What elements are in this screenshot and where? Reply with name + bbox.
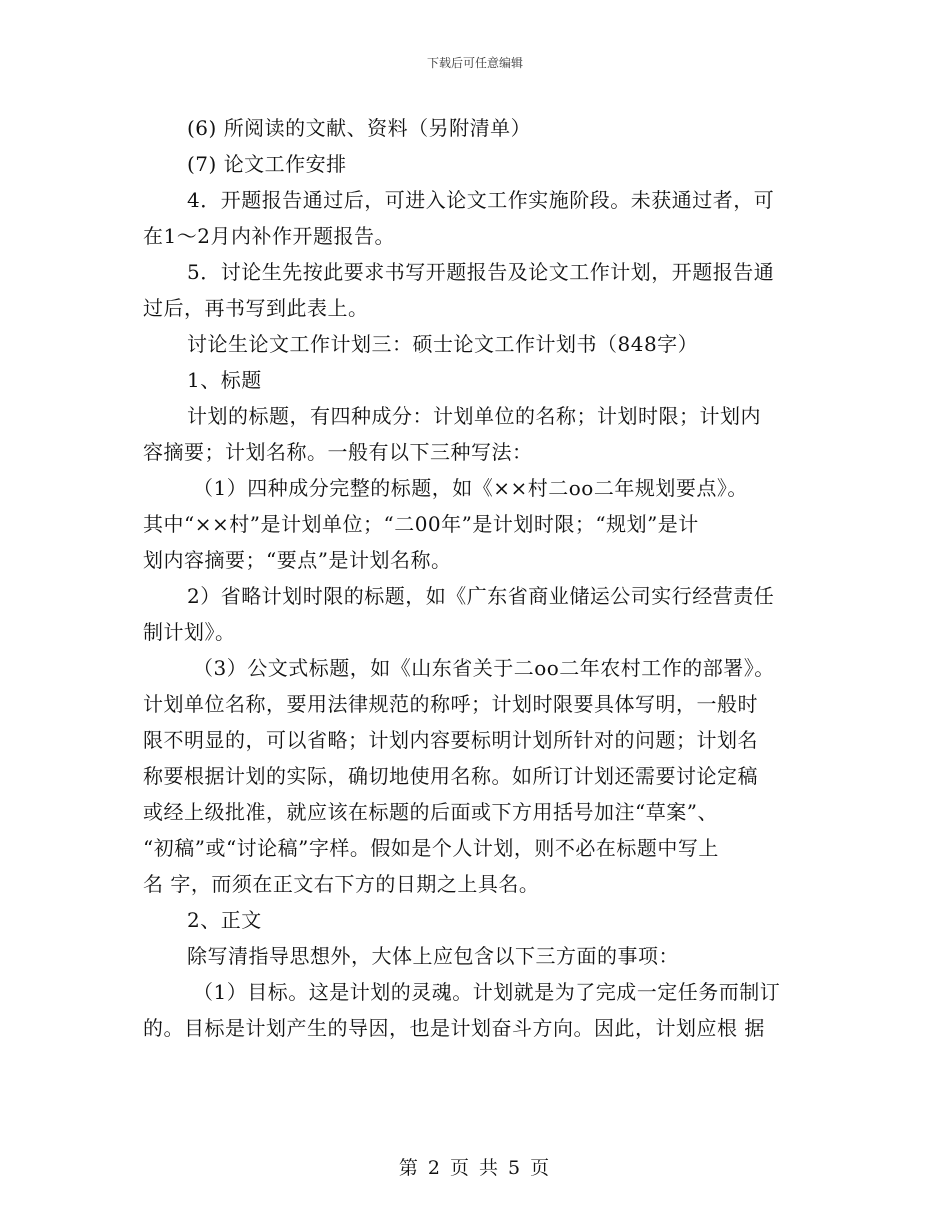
paragraph bbox=[143, 110, 805, 146]
text-line: (7) 论文工作安排 bbox=[187, 152, 347, 176]
paragraph bbox=[143, 650, 805, 902]
document-body bbox=[143, 110, 805, 1046]
text-line: 或经上级批准，就应该在标题的后面或下方用括号加注“草案”、 bbox=[143, 800, 718, 824]
paragraph bbox=[143, 398, 805, 470]
text-line: 划内容摘要；“要点”是计划名称。 bbox=[143, 548, 452, 572]
paragraph bbox=[143, 938, 805, 974]
text-line: （1）四种成分完整的标题，如《××村二oo二年规划要点》。 bbox=[193, 476, 748, 500]
text-line: （3）公文式标题，如《山东省关于二oo二年农村工作的部署》。 bbox=[193, 656, 775, 680]
text-line: “初稿”或“讨论稿”字样。假如是个人计划，则不必在标题中写上 bbox=[143, 836, 719, 860]
text-line: 其中“××村”是计划单位；“二00年”是计划时限；“规划”是计 bbox=[143, 512, 699, 536]
text-line: 2、正文 bbox=[187, 908, 262, 932]
text-line: 制计划》。 bbox=[143, 620, 236, 644]
text-line: 计划的标题，有四种成分：计划单位的名称；计划时限；计划内 bbox=[187, 404, 761, 428]
text-line: 2）省略计划时限的标题，如《广东省商业储运公司实行经营责任 bbox=[187, 584, 775, 608]
text-line: 5．讨论生先按此要求书写开题报告及论文工作计划，开题报告通 bbox=[187, 260, 775, 284]
text-line: 的。目标是计划产生的导因，也是计划奋斗方向。因此，计划应根 据 bbox=[143, 1016, 765, 1040]
text-line: 容摘要；计划名称。一般有以下三种写法： bbox=[143, 440, 533, 464]
text-line: (6) 所阅读的文献、资料（另附清单） bbox=[187, 116, 532, 140]
paragraph bbox=[143, 974, 805, 1046]
text-line: 1、标题 bbox=[187, 368, 262, 392]
paragraph bbox=[143, 362, 805, 398]
paragraph bbox=[143, 182, 805, 254]
text-line: 在1～2月内补作开题报告。 bbox=[143, 224, 395, 248]
text-line: 限不明显的，可以省略；计划内容要标明计划所针对的问题；计划名 bbox=[143, 728, 758, 752]
paragraph bbox=[143, 902, 805, 938]
paragraph bbox=[143, 470, 805, 578]
page-footer: 第 2 页 共 5 页 bbox=[398, 1157, 552, 1179]
text-line: 除写清指导思想外，大体上应包含以下三方面的事项： bbox=[187, 944, 679, 968]
text-line: 计划单位名称，要用法律规范的称呼；计划时限要具体写明，一般时 bbox=[143, 692, 758, 716]
paragraph bbox=[143, 254, 805, 326]
text-line: （1）目标。这是计划的灵魂。计划就是为了完成一定任务而制订 bbox=[193, 980, 781, 1004]
paragraph bbox=[143, 326, 805, 362]
text-line: 名 字，而须在正文右下方的日期之上具名。 bbox=[143, 872, 540, 896]
page-header: 下载后可任意编辑 bbox=[426, 56, 523, 70]
text-line: 4．开题报告通过后，可进入论文工作实施阶段。未获通过者，可 bbox=[187, 188, 775, 212]
paragraph bbox=[143, 146, 805, 182]
text-line: 过后，再书写到此表上。 bbox=[143, 296, 369, 320]
text-line: 讨论生论文工作计划三：硕士论文工作计划书（848字） bbox=[187, 332, 699, 356]
text-line: 称要根据计划的实际，确切地使用名称。如所订计划还需要讨论定稿 bbox=[143, 764, 758, 788]
paragraph bbox=[143, 578, 805, 650]
